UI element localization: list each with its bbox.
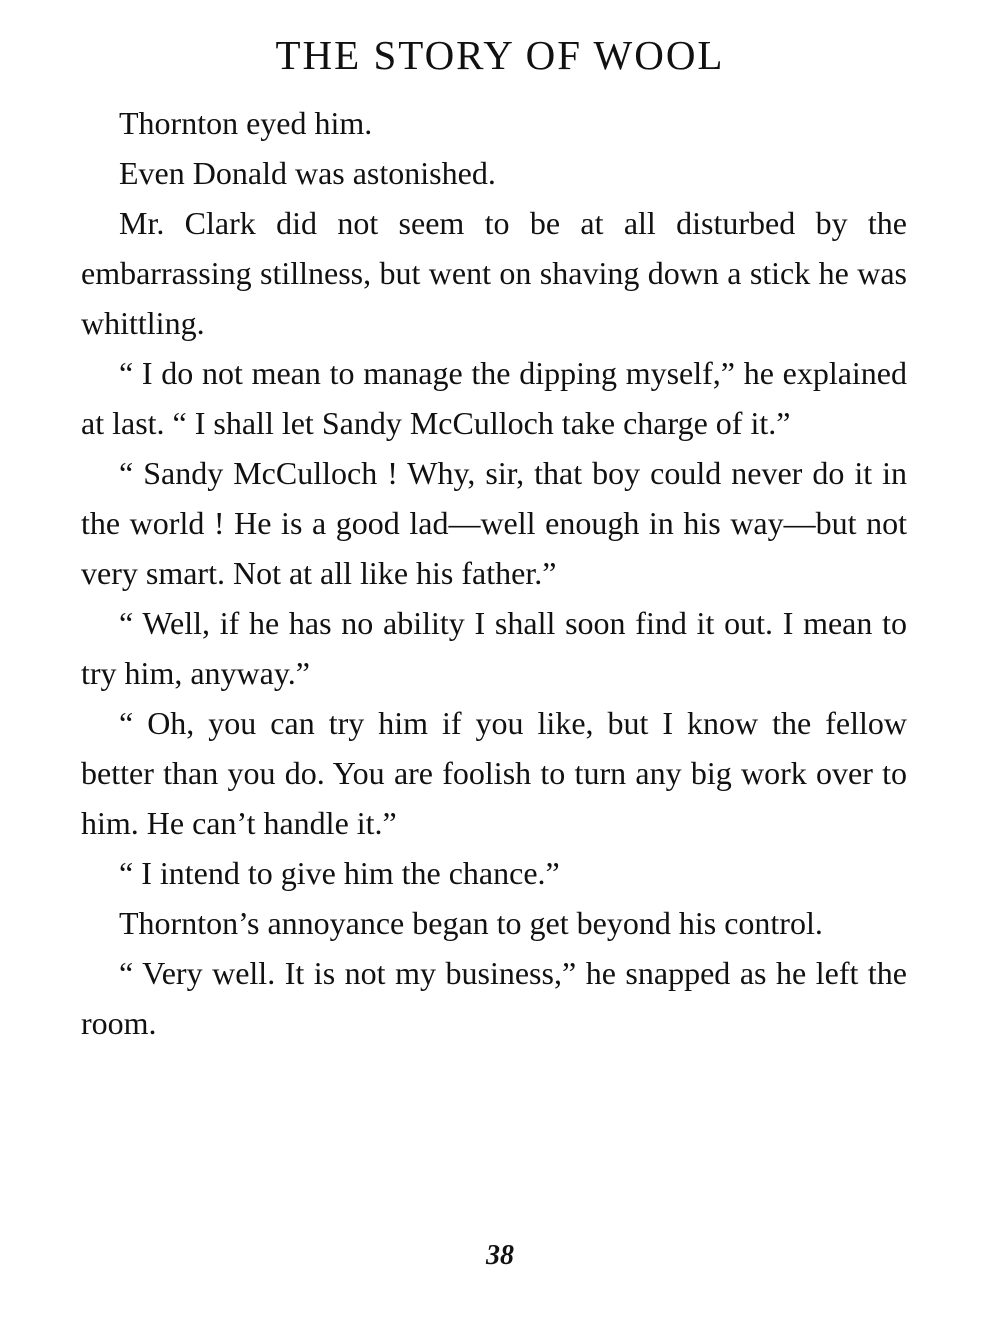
paragraph: Thornton eyed him. [119,105,373,141]
body-text [81,98,907,1048]
paragraph: Even Donald was astonished. [119,155,496,191]
paragraph: “ Well, if he has no ability I shall soon find it out. I mean to try him, anyway.” [81,605,907,691]
running-head: THE STORY OF WOOL [275,32,725,78]
paragraph: “ Very well. It is not my business,” he snapped as he left the room. [81,955,907,1041]
paragraph: “ I do not mean to manage the dipping myself,” he explained at last. “ I shall let Sandy McCulloch take charge of it.” [81,355,907,441]
paragraph: Thornton’s annoyance began to get beyond his control. [119,905,823,941]
paragraph: “ I intend to give him the chance.” [119,855,560,891]
paragraph: “ Oh, you can try him if you like, but I know the fellow better than you do. You are foolish to turn any big work over to him. He can’t handle it.” [81,705,907,841]
paragraph: Mr. Clark did not seem to be at all disturbed by the embarrassing stillness, but went on shaving down a stick he was whittling. [81,205,907,341]
paragraph: “ Sandy McCulloch ! Why, sir, that boy could never do it in the world ! He is a good lad—well enough in his way—but not very smart. Not at all like his father.” [81,455,907,591]
page-number: 38 [486,1240,514,1271]
